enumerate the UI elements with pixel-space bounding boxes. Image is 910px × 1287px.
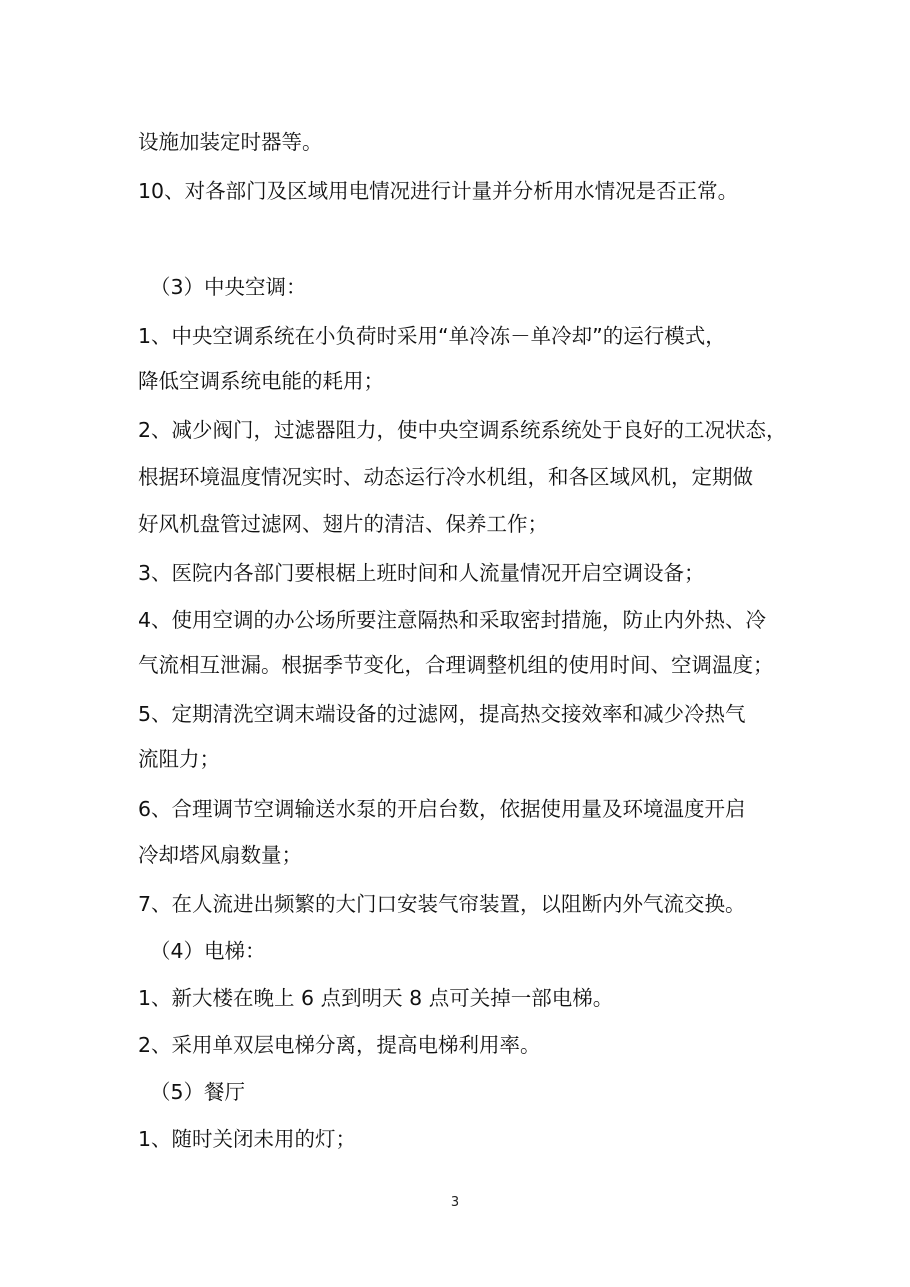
text-line: 3、医院内各部门要根椐上班时间和人流量情况开启空调设备； bbox=[138, 561, 705, 585]
text-line: 4、使用空调的办公场所要注意隔热和采取密封措施，防止内外热、冷 bbox=[138, 608, 767, 632]
section-heading: （4）电梯： bbox=[150, 939, 266, 963]
text-line: 冷却塔风扇数量； bbox=[138, 843, 302, 867]
text-line: 10、对各部门及区域用电情况进行计量并分析用水情况是否正常。 bbox=[138, 179, 739, 203]
text-line: 1、新大楼在晚上 6 点到明天 8 点可关掉一部电梯。 bbox=[138, 986, 614, 1010]
text-line: 6、合理调节空调输送水泵的开启台数，依据使用量及环境温度开启 bbox=[138, 797, 746, 821]
text-line: 5、定期清洗空调末端设备的过滤网，提高热交接效率和减少冷热气 bbox=[138, 702, 746, 726]
page-number: 3 bbox=[450, 1195, 460, 1210]
text-line: 2、减少阀门，过滤器阻力，使中央空调系统系统处于良好的工况状态， bbox=[138, 418, 787, 442]
section-heading: （3）中央空调： bbox=[150, 275, 307, 299]
text-line: 2、采用单双层电梯分离，提高电梯利用率。 bbox=[138, 1033, 541, 1057]
text-line: 气流相互泄漏。根据季节变化，合理调整机组的使用时间、空调温度； bbox=[138, 653, 774, 677]
text-line: 根据环境温度情况实时、动态运行冷水机组，和各区域风机，定期做 bbox=[138, 465, 753, 489]
text-line: 好风机盘管过滤网、翅片的清洁、保养工作； bbox=[138, 512, 548, 536]
text-line: 7、在人流进出频繁的大门口安装气帘装置，以阻断内外气流交换。 bbox=[138, 892, 746, 916]
text-line: 降低空调系统电能的耗用； bbox=[138, 369, 384, 393]
text-line: 流阻力； bbox=[138, 747, 220, 771]
text-line: 1、随时关闭未用的灯； bbox=[138, 1127, 357, 1151]
section-heading: （5）餐厅 bbox=[150, 1080, 246, 1104]
text-line: 1、中央空调系统在小负荷时采用“单冷冻－单冷却”的运行模式， bbox=[138, 324, 726, 348]
text-line: 设施加装定时器等。 bbox=[138, 130, 323, 154]
